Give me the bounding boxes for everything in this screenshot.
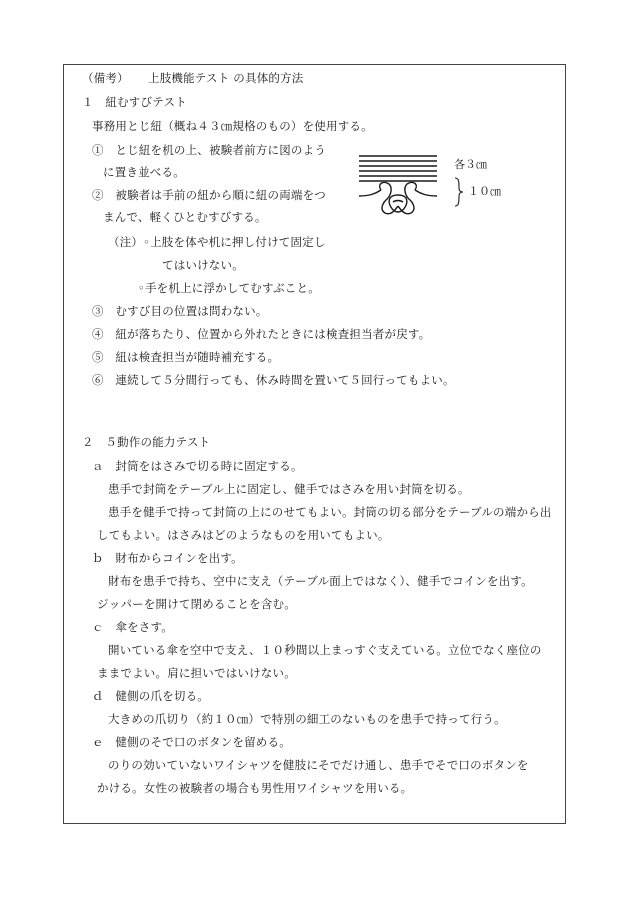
- section2-heading: ２ ５動作の能力テスト: [82, 435, 211, 449]
- section2-item-e-line1: のりの効いていないワイシャツを健肢にそでだけ通し、患手でそで口のボタンを: [108, 758, 529, 772]
- section2-item-a-line2: 患手を健手で持って封筒の上にのせてもよい。封筒の切る部分をテーブルの端から出: [108, 505, 552, 519]
- section1-step1: ① とじ紐を机の上、被験者前方に図のよう: [92, 143, 326, 157]
- section2-item-e: ｅ 健側のそで口のボタンを留める。: [92, 735, 291, 749]
- section1-step2: ② 被験者は手前の紐から順に紐の両端をつ: [92, 188, 326, 202]
- document-title: 上肢機能テスト の具体的方法: [148, 71, 304, 85]
- section1-step4: ④ 紐が落ちたり、位置から外れたときには検査担当者が戻す。: [92, 327, 431, 341]
- section2-item-b: ｂ 財布からコインを出す。: [92, 551, 243, 565]
- section2-item-a: ａ 封筒をはさみで切る時に固定する。: [92, 459, 303, 473]
- section1-step2-cont: まんで、軽くひとむすびする。: [103, 210, 267, 224]
- section1-intro: 事務用とじ紐（概ね４３㎝規格のもの）を使用する。: [92, 119, 373, 133]
- section1-step5: ⑤ 紐は検査担当が随時補充する。: [92, 350, 280, 364]
- section2-item-d-line1: 大きめの爪切り（約１０㎝）で特別の細工のないものを患手で持って行う。: [108, 712, 506, 726]
- section1-step6: ⑥ 連続して５分間行っても、休み時間を置いて５回行ってもよい。: [92, 373, 455, 387]
- section2-item-d: ｄ 健側の爪を切る。: [92, 689, 209, 703]
- section2-item-c-line2: ままでよい。肩に担いではいけない。: [97, 666, 296, 680]
- section2-item-e-line2: かける。女性の被験者の場合も男性用ワイシャツを用いる。: [97, 781, 413, 795]
- section1-step1-cont: に置き並べる。: [103, 165, 185, 179]
- string-tying-diagram: [355, 150, 505, 222]
- section1-note1-cont: てはいけない。: [162, 258, 244, 272]
- section2-item-a-line1: 患手で封筒をテーブル上に固定し、健手ではさみを用い封筒を切る。: [108, 482, 470, 496]
- section1-heading: １ 紐むすびテスト: [82, 95, 187, 109]
- section2-item-c-line1: 開いている傘を空中で支え、１０秒間以上まっすぐ支えている。立位でなく座位の: [108, 643, 542, 657]
- brace-icon: [453, 176, 465, 208]
- section2-item-b-line1: 財布を患手で持ち、空中に支え（テーブル面上ではなく）、健手でコインを出す。: [108, 574, 533, 588]
- note-label: （備考）: [82, 71, 129, 85]
- section1-note1: （注）◦上肢を体や机に押し付けて固定し: [108, 235, 326, 249]
- diagram-label-each: 各３㎝: [454, 158, 487, 171]
- diagram-label-length: １０㎝: [468, 185, 501, 198]
- section1-step3: ③ むすび目の位置は問わない。: [92, 304, 268, 318]
- section2-item-b-line2: ジッパーを開けて閉めることを含む。: [97, 597, 296, 611]
- section1-note2: ◦手を机上に浮かしてむすぶこと。: [138, 281, 320, 295]
- section2-item-c: ｃ 傘をさす。: [92, 620, 173, 634]
- section2-item-a-line3: してもよい。はさみはどのようなものを用いてもよい。: [97, 528, 390, 542]
